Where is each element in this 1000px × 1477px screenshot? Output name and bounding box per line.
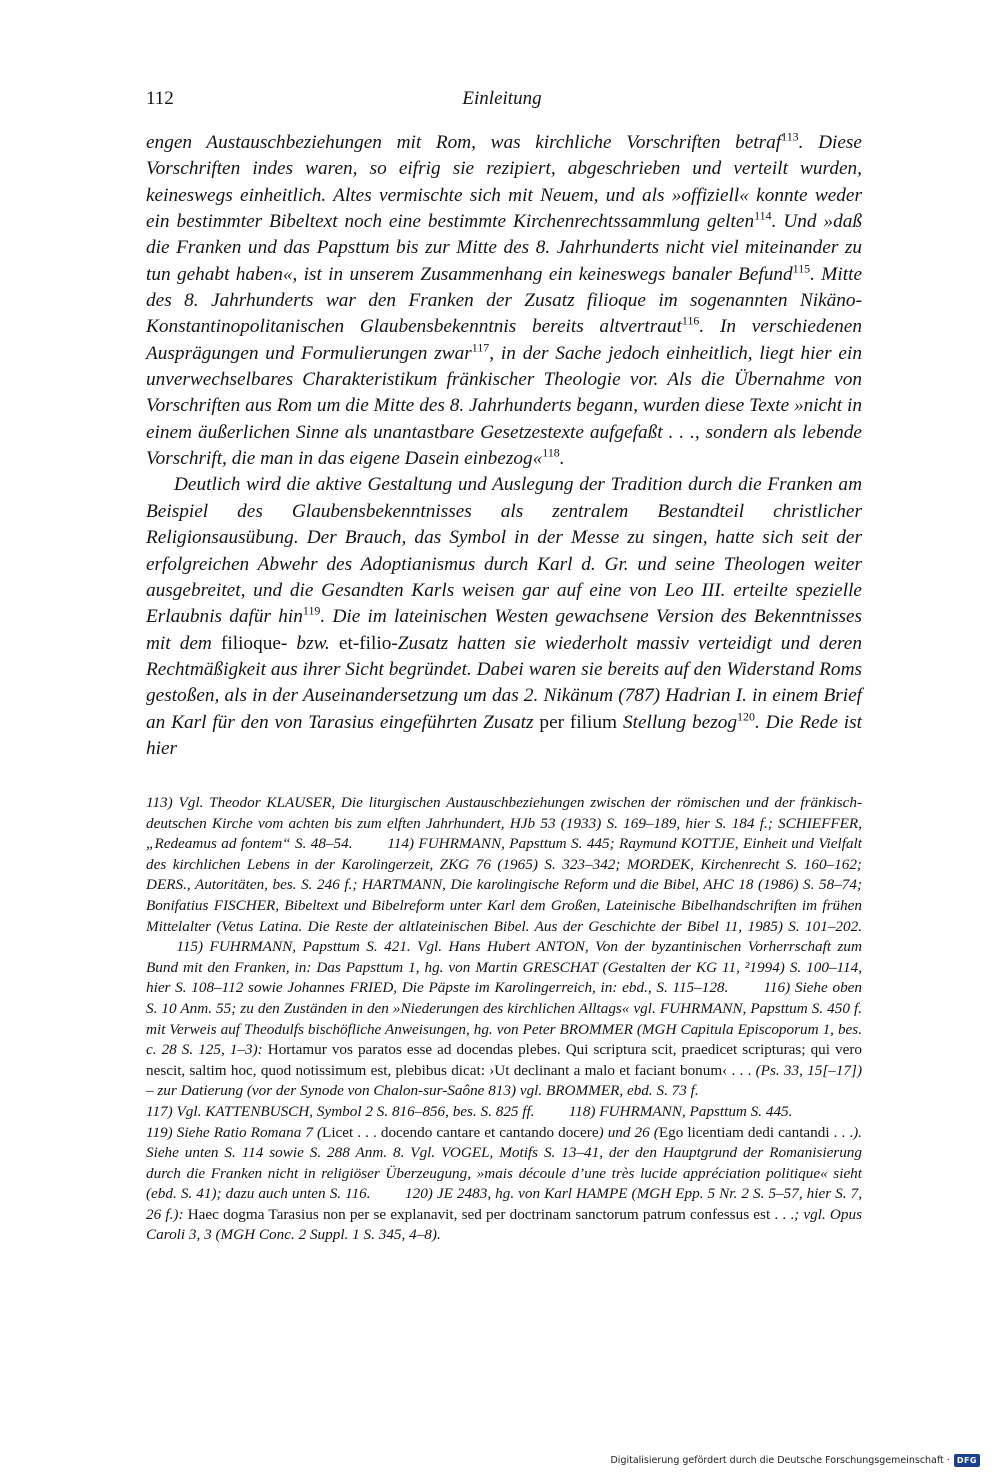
footnote-ref-116: 116 [681, 313, 700, 328]
footnote-118: 118) FUHRMANN, Papsttum S. 445. [568, 1102, 793, 1120]
footnote-114: 114) FUHRMANN, Papsttum S. 445; Raymund KOTTJE, Einheit und Vielfalt des kirchlichen Lebens in der Karolingerzeit, ZKG 76 (1965) S. 323–342; MORDEK, Kirchenrecht S. 160–162; DERS., Autoritäten, bes. S. 246 f.; HARTMANN, Die karolingische Reform und die Bibel, AHC 18 (1986) S. 58–74; Bonifatius FISCHER, Bibeltext und Bibelreform unter Karl dem Großen, Lateinische Bibelhandschriften im frühen Mittelalter (Vetus Latina. Die Reste der altlateinischen Bibel. Aus der Geschichte der Bibel 11, 1985) S. 101–202. [146, 835, 862, 935]
dfg-logo: DFG [954, 1454, 980, 1467]
footnotes [146, 793, 862, 1246]
footnote-ref-115: 115 [792, 261, 811, 276]
footnote-116: 116) Siehe oben S. 10 Anm. 55; zu den Zuständen in den »Niederungen des kirchlichen Alltags« vgl. FUHRMANN, Papsttum S. 450 f. mit Verweis auf Theodulfs bischöfliche Anweisungen, hg. von Peter BROMMER (MGH Capitula Episcoporum 1, bes. c. 28 S. 125, 1–3): [146, 979, 863, 1059]
running-title: Einleitung [462, 88, 542, 109]
body-text [146, 130, 862, 762]
footnote-119-quote-1: Licet . . . docendo cantare et cantando docere [322, 1123, 599, 1141]
footnote-ref-114: 114 [754, 208, 772, 223]
footnote-ref-113: 113 [781, 129, 799, 144]
footnote-ref-119: 119 [302, 603, 321, 618]
dfg-credit-footer [610, 1454, 980, 1467]
footnote-115: 115) FUHRMANN, Papsttum S. 421. Vgl. Hans Hubert ANTON, Von der byzantinischen Vorherrschaft zum Bund mit den Franken, in: Das Papsttum 1, hg. von Martin GRESCHAT (Gestalten der KG 11, ²1994) S. 100–114, hier S. 108–112 sowie Johannes FRIED, Die Päpste im Karolingerreich, in: ebd., S. 115–128. [146, 938, 862, 997]
footnote-ref-118: 118 [542, 445, 560, 460]
footnote-120: 120) JE 2483, hg. von Karl HAMPE (MGH Epp. 5 Nr. 2 S. 5–57, hier S. 7, 26 f.): [146, 1185, 862, 1223]
footnote-113: 113) Vgl. Theodor KLAUSER, Die liturgischen Austauschbeziehungen zwischen der römischen und der fränkisch-deutschen Kirche vom achten bis zum elften Jahrhundert, HJb 53 (1933) S. 169–189, hier S. 184 f.; SCHIEFFER, „Redeamus ad fontem“ S. 48–54. [146, 794, 862, 853]
footnote-119-cont: ). Siehe unten S. 114 sowie S. 288 Anm. 8. Vgl. VOGEL, Motifs S. 13–41, der den Hauptgrund der Romanisierung durch die Franken nicht in religiöser Überzeugung, »mais découle d’une très lucide appréciation politique« sieht (ebd. S. 41); dazu auch unten S. 116. [146, 1123, 862, 1203]
footnote-ref-120: 120 [737, 709, 755, 724]
footnote-119: 119) Siehe Ratio Romana 7 ( [146, 1123, 323, 1141]
page-header [146, 88, 858, 118]
footnote-119-quote-2: Ego licentiam dedi cantandi . . . [658, 1123, 854, 1141]
footnote-117: 117) Vgl. KATTENBUSCH, Symbol 2 S. 816–856, bes. S. 825 ff. [146, 1102, 535, 1120]
page-number: 112 [146, 88, 174, 109]
footnote-116-quote: Hortamur vos paratos esse ad docendas plebes. Qui scriptura scit, praedicet scripturas; qui vero nescit, saltim hoc, quod notissimum est, plebibus dicat: ›Ut declinant a malo et faciant bonum‹ . . . [146, 1041, 862, 1079]
dfg-credit-text: Digitalisierung gefördert durch die Deutsche Forschungsgemeinschaft · [610, 1455, 950, 1466]
footnote-block: 113) Vgl. Theodor KLAUSER, Die liturgischen Austauschbeziehungen zwischen der römischen und der fränkisch-deutschen Kirche vom achten bis zum elften Jahrhundert, HJb 53 (1933) S. 169–189, hier S. 184 f.; SCHIEFFER, „Redeamus ad fontem“ S. 48–54. 114) FUHRMANN, Papsttum S. 445; Raymund KOTTJE, Einheit und Vielfalt des kirchlichen Lebens in der Karolingerzeit, ZKG 76 (1965) S. 323–342; MORDEK, Kirchenrecht S. 160–162; DERS., Autoritäten, bes. S. 246 f.; HARTMANN, Die karolingische Reform und die Bibel, AHC 18 (1986) S. 58–74; Bonifatius FISCHER, Bibeltext und Bibelreform unter Karl dem Großen, Lateinische Bibelhandschriften im frühen Mittelalter (Vetus Latina. Die Reste der altlateinischen Bibel. Aus der Geschichte der Bibel 11, 1985) S. 101–202. 115) FUHRMANN, Papsttum S. 421. Vgl. Hans Hubert ANTON, Von der byzantinischen Vorherrschaft zum Bund mit den Franken, in: Das Papsttum 1, hg. von Martin GRESCHAT (Gestalten der KG 11, ²1994) S. 100–114, hier S. 108–112 sowie Johannes FRIED, Die Päpste im Karolingerreich, in: ebd., S. 115–128. 116) Siehe oben S. 10 Anm. 55; zu den Zuständen in den »Niederungen des kirchlichen Alltags« vgl. FUHRMANN, Papsttum S. 450 f. mit Verweis auf Theodulfs bischöfliche Anweisungen, hg. von Peter BROMMER (MGH Capitula Episcoporum 1, bes. c. 28 S. 125, 1–3): Hortamur vos paratos esse ad docendas plebes. Qui scriptura scit, praedicet scripturas; qui vero nescit, saltim hoc, quod notissimum est, plebibus dicat: ›Ut declinant a malo et faciant bonum‹ . . . (Ps. 33, 15[–17]) – zur Datierung (vor der Synode von Chalon-sur-Saône 813) vgl. BROMMER, ebd. S. 73 f. 117) Vgl. KATTENBUSCH, Symbol 2 S. 816–856, bes. S. 825 ff. 118) FUHRMANN, Papsttum S. 445. 119) Siehe Ratio Romana 7 (Licet . . . docendo cantare et cantando docere) und 26 (Ego licentiam dedi cantandi . . .). Siehe unten S. 114 sowie S. 288 Anm. 8. Vgl. VOGEL, Motifs S. 13–41, der den Hauptgrund der Romanisierung durch die Franken nicht in religiöser Überzeugung, »mais découle d’une très lucide appréciation politique« sieht (ebd. S. 41); dazu auch unten S. 116. 120) JE 2483, hg. von Karl HAMPE (MGH Epp. 5 Nr. 2 S. 5–57, hier S. 7, 26 f.): Haec dogma Tarasius non per se explanavit, sed per doctrinam sanctorum patrum confessus est . . .; vgl. Opus Caroli 3, 3 (MGH Conc. 2 Suppl. 1 S. 345, 4–8). [146, 794, 863, 1244]
footnote-ref-117: 117 [471, 340, 490, 355]
footnote-120-quote: Haec dogma Tarasius non per se explanavit, sed per doctrinam sanctorum patrum confessus est . . . [187, 1205, 795, 1223]
paragraph-2: Deutlich wird die aktive Gestaltung und Auslegung der Tradition durch die Franken am Beispiel des Glaubensbekenntnisses als zentralem Bestandteil christlicher Religionsausübung. Der Brauch, das Symbol in der Messe zu singen, hatte sich seit der erfolgreichen Abwehr des Adoptianismus durch Karl d. Gr. und seine Theologen weiter ausgebreitet, und die Gesandten Karls weisen gar auf eine von Leo III. erteilte spezielle Erlaubnis dafür hin$^{119}$. Die im lateinischen Westen gewachsene Version des Bekenntnisses mit dem filioque- bzw. et-filio-Zusatz hatten sie wiederholt massiv verteidigt und deren Rechtmäßigkeit aus ihrer Sicht begründet. Dabei waren sie bereits auf den Widerstand Roms gestoßen, als in der Auseinandersetzung um das 2. Nikänum (787) Hadrian I. in einem Brief an Karl für den von Tarasius eingeführten Zusatz per filium Stellung bezog$^{120}$. Die Rede ist hier [146, 474, 863, 759]
paragraph-1: engen Austauschbeziehungen mit Rom, was kirchliche Vorschriften betraf$^{113}$. Diese Vorschriften indes waren, so eifrig sie rezipiert, abgeschrieben und verteilt wurden, keineswegs einheitlich. Altes vermischte sich mit Neuem, und als »offiziell« konnte weder ein bestimmter Bibeltext noch eine bestimmte Kirchenrechtssammlung gelten$^{114}$. Und »daß die Franken und das Papsttum bis zur Mitte des 8. Jahrhunderts nicht viel miteinander zu tun gehabt haben«, ist in unserem Zusammenhang ein keineswegs banaler Befund$^{115}$. Mitte des 8. Jahrhunderts war den Franken der Zusatz filioque im sogenannten Nikäno-Konstantinopolitanischen Glaubensbekenntnis bereits altvertraut$^{116}$. In verschiedenen Ausprägungen und Formulierungen zwar$^{117}$, in der Sache jedoch einheitlich, liegt hier ein unverwechselbares Charakteristikum fränkischer Theologie vor. Als die Übernahme von Vorschriften aus Rom um die Mitte des 8. Jahrhunderts begann, wurden diese Texte »nicht in einem äußerlichen Sinne als unantastbare Gesetzestexte aufgefaßt . . ., sondern als lebende Vorschrift, die man in das eigene Dasein einbezog«$^{118}$. [146, 129, 862, 470]
footnote-120-cont: ; vgl. Opus Caroli 3, 3 (MGH Conc. 2 Suppl. 1 S. 345, 4–8). [146, 1205, 863, 1244]
footnote-116-cont: (Ps. 33, 15[–17]) – zur Datierung (vor der Synode von Chalon-sur-Saône 813) vgl. BROMMER, ebd. S. 73 f. [146, 1061, 862, 1100]
